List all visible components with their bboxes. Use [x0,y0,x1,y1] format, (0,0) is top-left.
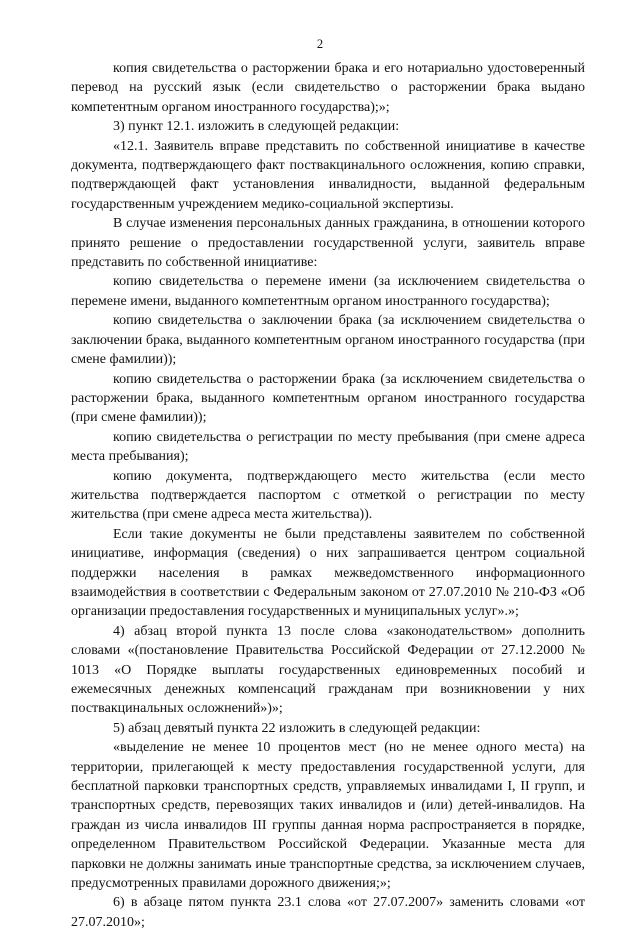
paragraph-stay-registration-copy: копию свидетельства о регистрации по месту пребывания (при смене адреса места пребывания); [71,429,585,465]
paragraph-parking-allocation: «выделение не менее 10 процентов мест (но не менее одного места) на территории, прилегающей к месту предоставления государственной услуги, для бесплатной парковки транспортных средств, управляемых инвалидами I, II групп, и транспортных средств, перевозящих таких инвалидов и (или) детей-инвалидов. На граждан из числа инвалидов III группы данная норма распространяется в порядке, определенном Правительством Российской Федерации. Указанные места для парковки не должны занимать иные транспортные средства, за исключением случаев, предусмотренных правилами дорожного движения;»; [71,740,585,892]
paragraph-divorce-copy: копия свидетельства о расторжении брака и его нотариально удостоверенный перевод на русский язык (если свидетельство о расторжении брака выдано компетентным органом иностранного государства);»; [71,61,585,115]
paragraph-divorce-certificate-copy: копию свидетельства о расторжении брака (за исключением свидетельства о расторжении брака, выданного компетентным органом иностранного государства (при смене фамилии)); [71,371,585,426]
paragraph-marriage-copy: копию свидетельства о заключении брака (за исключением свидетельства о заключении брака, выданного компетентным органом иностранного государства (при смене фамилии)); [71,313,585,368]
paragraph-12-1: «12.1. Заявитель вправе представить по собственной инициативе в качестве документа, подтверждающего факт поствакцинального осложнения, копию справки, подтверждающей факт установления инвалидности, выданной федеральным государственным учреждением медико-социальной экспертизы. [71,138,585,212]
paragraph-residence-document-copy: копию документа, подтверждающего место жительства (если место жительства подтверждается паспортом с отметкой о регистрации по месту жительства (при смене адреса места жительства)). [71,468,585,523]
paragraph-personal-data-change: В случае изменения персональных данных гражданина, в отношении которого принято решение о предоставлении государственной услуги, заявитель вправе представить по собственной инициативе: [71,216,585,271]
paragraph-item-4: 4) абзац второй пункта 13 после слова «законодательством» дополнить словами «(постановление Правительства Российской Федерации от 27.12.2000 № 1013 «О Порядке выплаты государственных единовременных пособий и ежемесячных денежных компенсаций гражданам при возникновении у них поствакцинальных осложнений»)»; [71,623,585,717]
document-body [71,59,585,932]
paragraph-item-5: 5) абзац девятый пункта 22 изложить в следующей редакции: [113,720,481,736]
page-number: 2 [316,37,324,51]
paragraph-item-6: 6) в абзаце пятом пункта 23.1 слова «от 27.07.2007» заменить словами «от 27.07.2010»; [71,895,585,930]
paragraph-name-change-copy: копию свидетельства о перемене имени (за исключением свидетельства о перемене имени, выданного компетентным органом иностранного государства); [71,274,585,309]
paragraph-item-3: 3) пункт 12.1. изложить в следующей редакции: [113,119,400,135]
paragraph-interagency-request: Если такие документы не были представлены заявителем по собственной инициативе, информация (сведения) о них запрашивается центром социальной поддержки населения в рамках межведомственного информационного взаимодействия в соответствии с Федеральным законом от 27.07.2010 № 210-ФЗ «Об организации предоставления государственных и муниципальных услуг».»; [71,526,585,620]
